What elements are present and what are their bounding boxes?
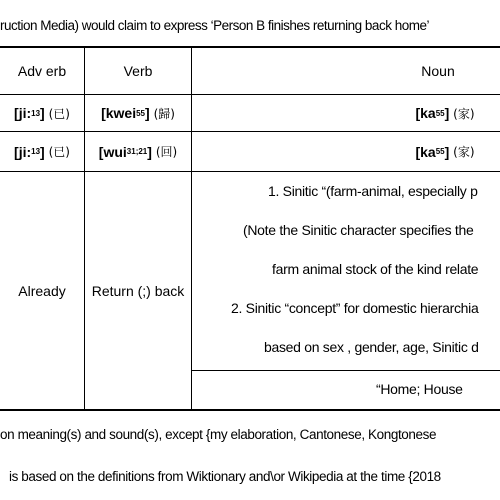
row2-verb-char: (回) (155, 145, 178, 159)
row2-noun-char: (家) (453, 145, 475, 159)
header-adverb-text: Adv erb (17, 63, 67, 79)
row1-noun-syllable: ka (420, 105, 436, 121)
noun-summary: “Home; House (376, 381, 463, 397)
row2-adverb-char: (已) (48, 145, 70, 159)
noun-line-1: 1. Sinitic “(farm-animal, especially p (268, 183, 478, 199)
table-bottom-rule (0, 409, 500, 411)
noun-summary-top-line (192, 370, 500, 371)
row1-noun: [ ka 55 ] (家) (415, 105, 475, 121)
row2-verb: [ wui 31;21 ] (回) (98, 143, 178, 160)
row2-adverb-syllable: ji (18, 143, 27, 160)
meaning-verb (85, 172, 191, 409)
row2-adverb-tone: 13 (31, 147, 41, 156)
header-verb (85, 48, 191, 94)
noun-line-4: 2. Sinitic “concept” for domestic hierarchia (231, 300, 479, 316)
row2-noun: [ ka 55 ] (家) (415, 143, 475, 160)
row2-noun-syllable: ka (420, 143, 436, 160)
meaning-adverb-text: Already (18, 282, 66, 299)
row1-adverb-syllable: ji (18, 105, 27, 121)
row1-verb-char: (歸) (153, 106, 175, 121)
row1-noun-char: (家) (453, 106, 475, 121)
row2-verb-syllable: wui (103, 143, 127, 160)
row2-noun-tone: 55 (435, 147, 445, 156)
row2-adverb: [ ji : 13 ] (已) (14, 143, 70, 160)
row1-adverb-tone: 13 (31, 108, 41, 118)
row1-adverb: [ ji : 13 ] (已) (14, 105, 70, 121)
row1-verb-tone: 55 (136, 108, 145, 118)
footnote-2: is based on the definitions from Wiktionary and\or Wikipedia at the time {2018 (9, 469, 441, 484)
col-divider-2 (191, 48, 192, 409)
footnote-1: on meaning(s) and sound(s), except {my elaboration, Cantonese, Kongtonese (0, 427, 437, 442)
row1-adverb-colon: : (26, 105, 32, 121)
table-caption (0, 0, 500, 47)
row1-noun-tone: 55 (435, 108, 445, 118)
row1-adverb-char: (已) (48, 106, 70, 121)
row1-verb: [ kwei 55 ] (歸) (101, 105, 175, 121)
noun-line-2: (Note the Sinitic character specifies the (243, 222, 474, 238)
caption-text: ruction Media) would claim to express ‘Person B finishes returning back home’ (0, 18, 429, 33)
noun-line-5: based on sex , gender, age, Sinitic d (264, 339, 479, 355)
row2-verb-tone: 31;21 (126, 147, 148, 156)
header-adverb (0, 48, 84, 94)
header-verb-text: Verb (123, 63, 153, 79)
meaning-verb-text: Return (;) back (91, 282, 185, 299)
header-noun-text: Noun (421, 63, 455, 79)
row2-adverb-colon: : (26, 143, 32, 160)
noun-line-3: farm animal stock of the kind relate (272, 261, 479, 277)
meaning-adverb (0, 172, 84, 409)
header-noun (388, 48, 488, 94)
row1-verb-syllable: kwei (105, 105, 137, 121)
